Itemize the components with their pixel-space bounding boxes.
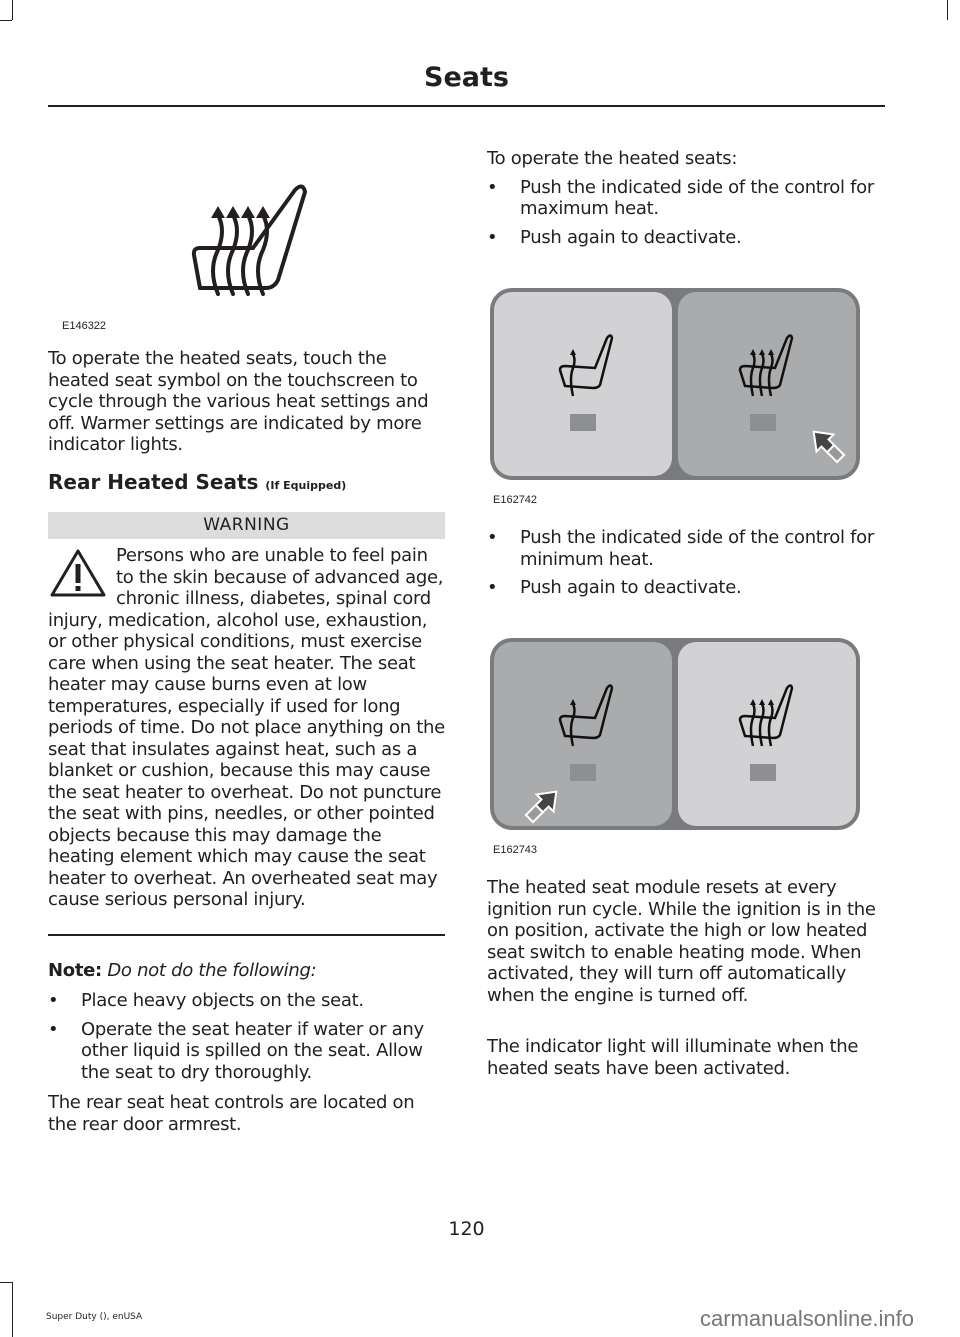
header-rule [48, 105, 885, 107]
heading-text: Rear Heated Seats [48, 470, 259, 494]
heading-suffix: (If Equipped) [265, 479, 347, 492]
left-column [48, 160, 445, 1135]
warning-body [48, 545, 445, 911]
warning-header: WARNING [48, 512, 445, 539]
list-item: • Push again to deactivate. [487, 227, 885, 249]
seat-heater-switch [490, 288, 860, 480]
note [48, 960, 445, 982]
figure-label: E146322 [62, 320, 107, 332]
indicator-paragraph: The indicator light will illuminate when the heated seats have been activated. [487, 1036, 859, 1079]
bullets-max [487, 177, 885, 249]
list-item: • Push the indicated side of the control for minimum heat. [487, 527, 885, 570]
crop-mark [12, 0, 13, 20]
note-text: Do not do the following: [107, 960, 317, 981]
crop-mark [0, 1282, 12, 1283]
reset-paragraph: The heated seat module resets at every ignition run cycle. While the ignition is in the on position, activate the high or low heated seat switch to enable heating mode. When activated, they will turn off automatically when the engine is turned off. [487, 877, 876, 1006]
crop-mark [947, 0, 948, 20]
page-number: 120 [448, 1218, 485, 1240]
location-paragraph: The rear seat heat controls are located on the rear door armrest. [48, 1092, 415, 1135]
right-intro: To operate the heated seats: [487, 148, 738, 169]
note-bullets [48, 990, 445, 1083]
seat-heater-switch [490, 638, 860, 830]
warning-triangle-icon [48, 547, 108, 599]
figure-label: E162742 [493, 494, 538, 506]
bullets-min [487, 527, 885, 599]
warning-text: Persons who are unable to feel pain to the skin because of advanced age, chronic illness, diabetes, spinal cord injury, medication, alcohol use, exhaustion, or other physical conditions, must exercise care when using the seat heater. The seat heater may cause burns even at low temperatures, especially if used for long periods of time. Do not place anything on the seat that insulates against heat, such as a blanket or cushion, because this may cause the seat heater to overheat. Do not puncture the seat with pins, needles, or other pointed objects because this may damage the heating element which may cause the seat heater to overheat. An overheated seat may cause serious personal injury. [48, 545, 445, 910]
right-column [487, 148, 885, 1079]
document-id: Super Duty (), enUSA [46, 1312, 143, 1322]
note-label: Note: [48, 960, 102, 981]
list-item: • Place heavy objects on the seat. [48, 990, 445, 1012]
heated-seat-icon [48, 160, 445, 310]
switch-figure-max-heat [490, 288, 860, 484]
list-item: • Push the indicated side of the control for maximum heat. [487, 177, 885, 220]
watermark: carmanualsonline.info [700, 1306, 915, 1331]
intro-paragraph: To operate the heated seats, touch the heated seat symbol on the touchscreen to cycle through the various heat settings and off. Warmer settings are indicated by more indicator lights. [48, 348, 429, 455]
crop-mark [12, 1282, 13, 1337]
figure-label: E162743 [493, 844, 538, 856]
section-heading [48, 470, 346, 494]
page-title: Seats [424, 62, 509, 93]
crop-mark [0, 20, 12, 21]
warning-rule [48, 934, 445, 936]
list-item: • Push again to deactivate. [487, 577, 885, 599]
list-item: • Operate the seat heater if water or any other liquid is spilled on the seat. Allow the seat to dry thoroughly. [48, 1019, 445, 1084]
switch-figure-min-heat [490, 638, 860, 834]
